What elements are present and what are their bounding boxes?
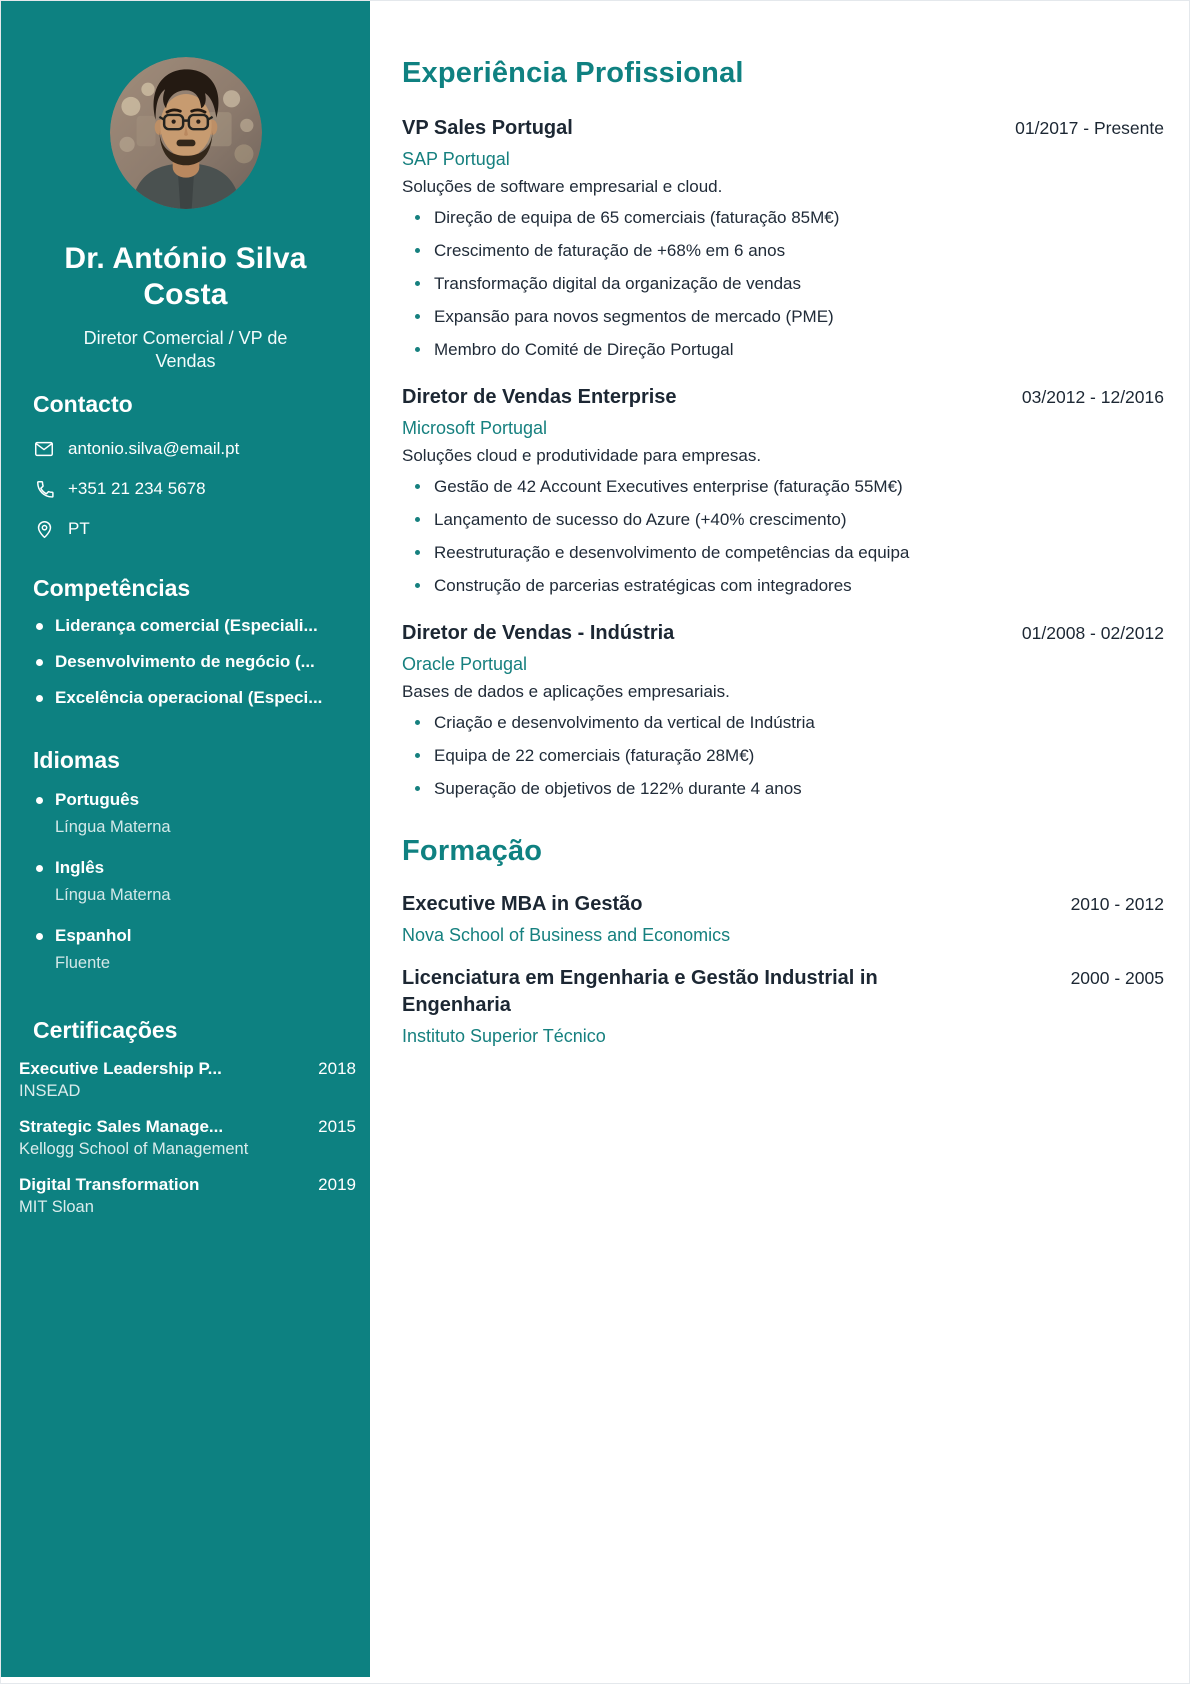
certification-item xyxy=(19,1058,356,1102)
job-company: Oracle Portugal xyxy=(402,654,528,674)
language-level: Língua Materna xyxy=(55,886,171,904)
certifications-heading: Certificações xyxy=(33,1017,178,1043)
location-icon xyxy=(33,518,55,540)
job-entry xyxy=(402,115,1164,362)
job-bullet: Equipa de 22 comerciais (faturação 28M€) xyxy=(402,744,1164,768)
job-dates: 01/2008 - 02/2012 xyxy=(1021,623,1164,643)
education-school: Instituto Superior Técnico xyxy=(402,1026,606,1046)
job-bullet: Direção de equipa de 65 comerciais (faturação 85M€) xyxy=(402,206,1164,230)
job-bullet: Expansão para novos segmentos de mercado (PME) xyxy=(402,305,1164,329)
skill-item: Desenvolvimento de negócio (... xyxy=(33,650,338,674)
certification-title: Strategic Sales Manage... xyxy=(19,1117,224,1136)
contact-phone-text: +351 21 234 5678 xyxy=(68,479,206,498)
job-summary: Soluções de software empresarial e cloud. xyxy=(402,177,723,196)
job-bullet: Lançamento de sucesso do Azure (+40% crescimento) xyxy=(402,508,1164,532)
job-title: Diretor de Vendas Enterprise xyxy=(402,386,677,408)
certification-year: 2018 xyxy=(318,1059,356,1078)
language-item xyxy=(33,788,338,838)
language-level: Língua Materna xyxy=(55,818,171,836)
languages-list xyxy=(33,788,338,974)
job-bullets xyxy=(402,711,1164,801)
experience-list xyxy=(402,115,1164,801)
job-bullet: Criação e desenvolvimento da vertical de Indústria xyxy=(402,711,1164,735)
education-dates: 2010 - 2012 xyxy=(1070,894,1164,914)
language-name: Espanhol xyxy=(55,926,132,945)
contact-list xyxy=(33,436,338,542)
job-entry xyxy=(402,620,1164,801)
job-bullet: Membro do Comité de Direção Portugal xyxy=(402,338,1164,362)
job-summary: Bases de dados e aplicações empresariais. xyxy=(402,682,730,701)
skills-list xyxy=(33,614,338,710)
main-content xyxy=(370,1,1189,1683)
certification-item xyxy=(19,1174,356,1218)
education-dates: 2000 - 2005 xyxy=(1070,968,1164,988)
certification-title: Digital Transformation xyxy=(19,1175,200,1194)
skill-item: Excelência operacional (Especi... xyxy=(33,686,338,710)
candidate-name: Dr. António Silva Costa xyxy=(64,242,307,311)
job-company: Microsoft Portugal xyxy=(402,418,548,438)
education-heading: Formação xyxy=(402,835,543,867)
contact-email-text: antonio.silva@email.pt xyxy=(68,439,240,458)
contact-row-email xyxy=(33,436,338,462)
certifications-list xyxy=(19,1058,356,1218)
education-school: Nova School of Business and Economics xyxy=(402,925,731,945)
language-item xyxy=(33,924,338,974)
candidate-title: Diretor Comercial / VP de Vendas xyxy=(83,328,288,371)
contact-row-location xyxy=(33,516,338,542)
job-bullet: Superação de objetivos de 122% durante 4 anos xyxy=(402,777,1164,801)
job-title: VP Sales Portugal xyxy=(402,117,573,139)
education-entry xyxy=(402,891,1164,947)
education-entry xyxy=(402,965,1164,1048)
job-dates: 01/2017 - Presente xyxy=(1015,118,1164,138)
education-title: Licenciatura em Engenharia e Gestão Industrial in Engenharia xyxy=(402,967,878,1016)
job-dates: 03/2012 - 12/2016 xyxy=(1021,387,1164,407)
job-bullet: Transformação digital da organização de vendas xyxy=(402,272,1164,296)
contact-heading: Contacto xyxy=(33,391,133,417)
certification-issuer: MIT Sloan xyxy=(19,1198,94,1216)
phone-icon xyxy=(33,478,55,500)
certification-issuer: Kellogg School of Management xyxy=(19,1140,249,1158)
job-bullet: Reestruturação e desenvolvimento de competências da equipa xyxy=(402,541,1164,565)
language-name: Inglês xyxy=(55,858,105,877)
sidebar xyxy=(1,1,370,1677)
contact-row-phone xyxy=(33,476,338,502)
job-title: Diretor de Vendas - Indústria xyxy=(402,622,675,644)
certification-item xyxy=(19,1116,356,1160)
languages-heading: Idiomas xyxy=(33,747,120,773)
skill-item: Liderança comercial (Especiali... xyxy=(33,614,338,638)
job-bullets xyxy=(402,475,1164,598)
education-list xyxy=(402,891,1164,1048)
language-level: Fluente xyxy=(55,954,111,972)
job-bullets xyxy=(402,206,1164,362)
language-item xyxy=(33,856,338,906)
profile-photo xyxy=(110,57,262,209)
certification-issuer: INSEAD xyxy=(19,1082,81,1100)
certification-year: 2015 xyxy=(318,1117,356,1136)
job-entry xyxy=(402,384,1164,598)
email-icon xyxy=(33,438,55,460)
job-summary: Soluções cloud e produtividade para empresas. xyxy=(402,446,762,465)
avatar xyxy=(110,57,262,209)
job-bullet: Construção de parcerias estratégicas com integradores xyxy=(402,574,1164,598)
certification-year: 2019 xyxy=(318,1175,356,1194)
job-bullet: Gestão de 42 Account Executives enterprise (faturação 55M€) xyxy=(402,475,1164,499)
experience-heading: Experiência Profissional xyxy=(402,57,744,89)
job-company: SAP Portugal xyxy=(402,149,510,169)
contact-location-text: PT xyxy=(68,519,90,538)
education-title: Executive MBA in Gestão xyxy=(402,893,643,915)
language-name: Português xyxy=(55,790,140,809)
job-bullet: Crescimento de faturação de +68% em 6 anos xyxy=(402,239,1164,263)
certification-title: Executive Leadership P... xyxy=(19,1059,222,1078)
skills-heading: Competências xyxy=(33,575,191,601)
